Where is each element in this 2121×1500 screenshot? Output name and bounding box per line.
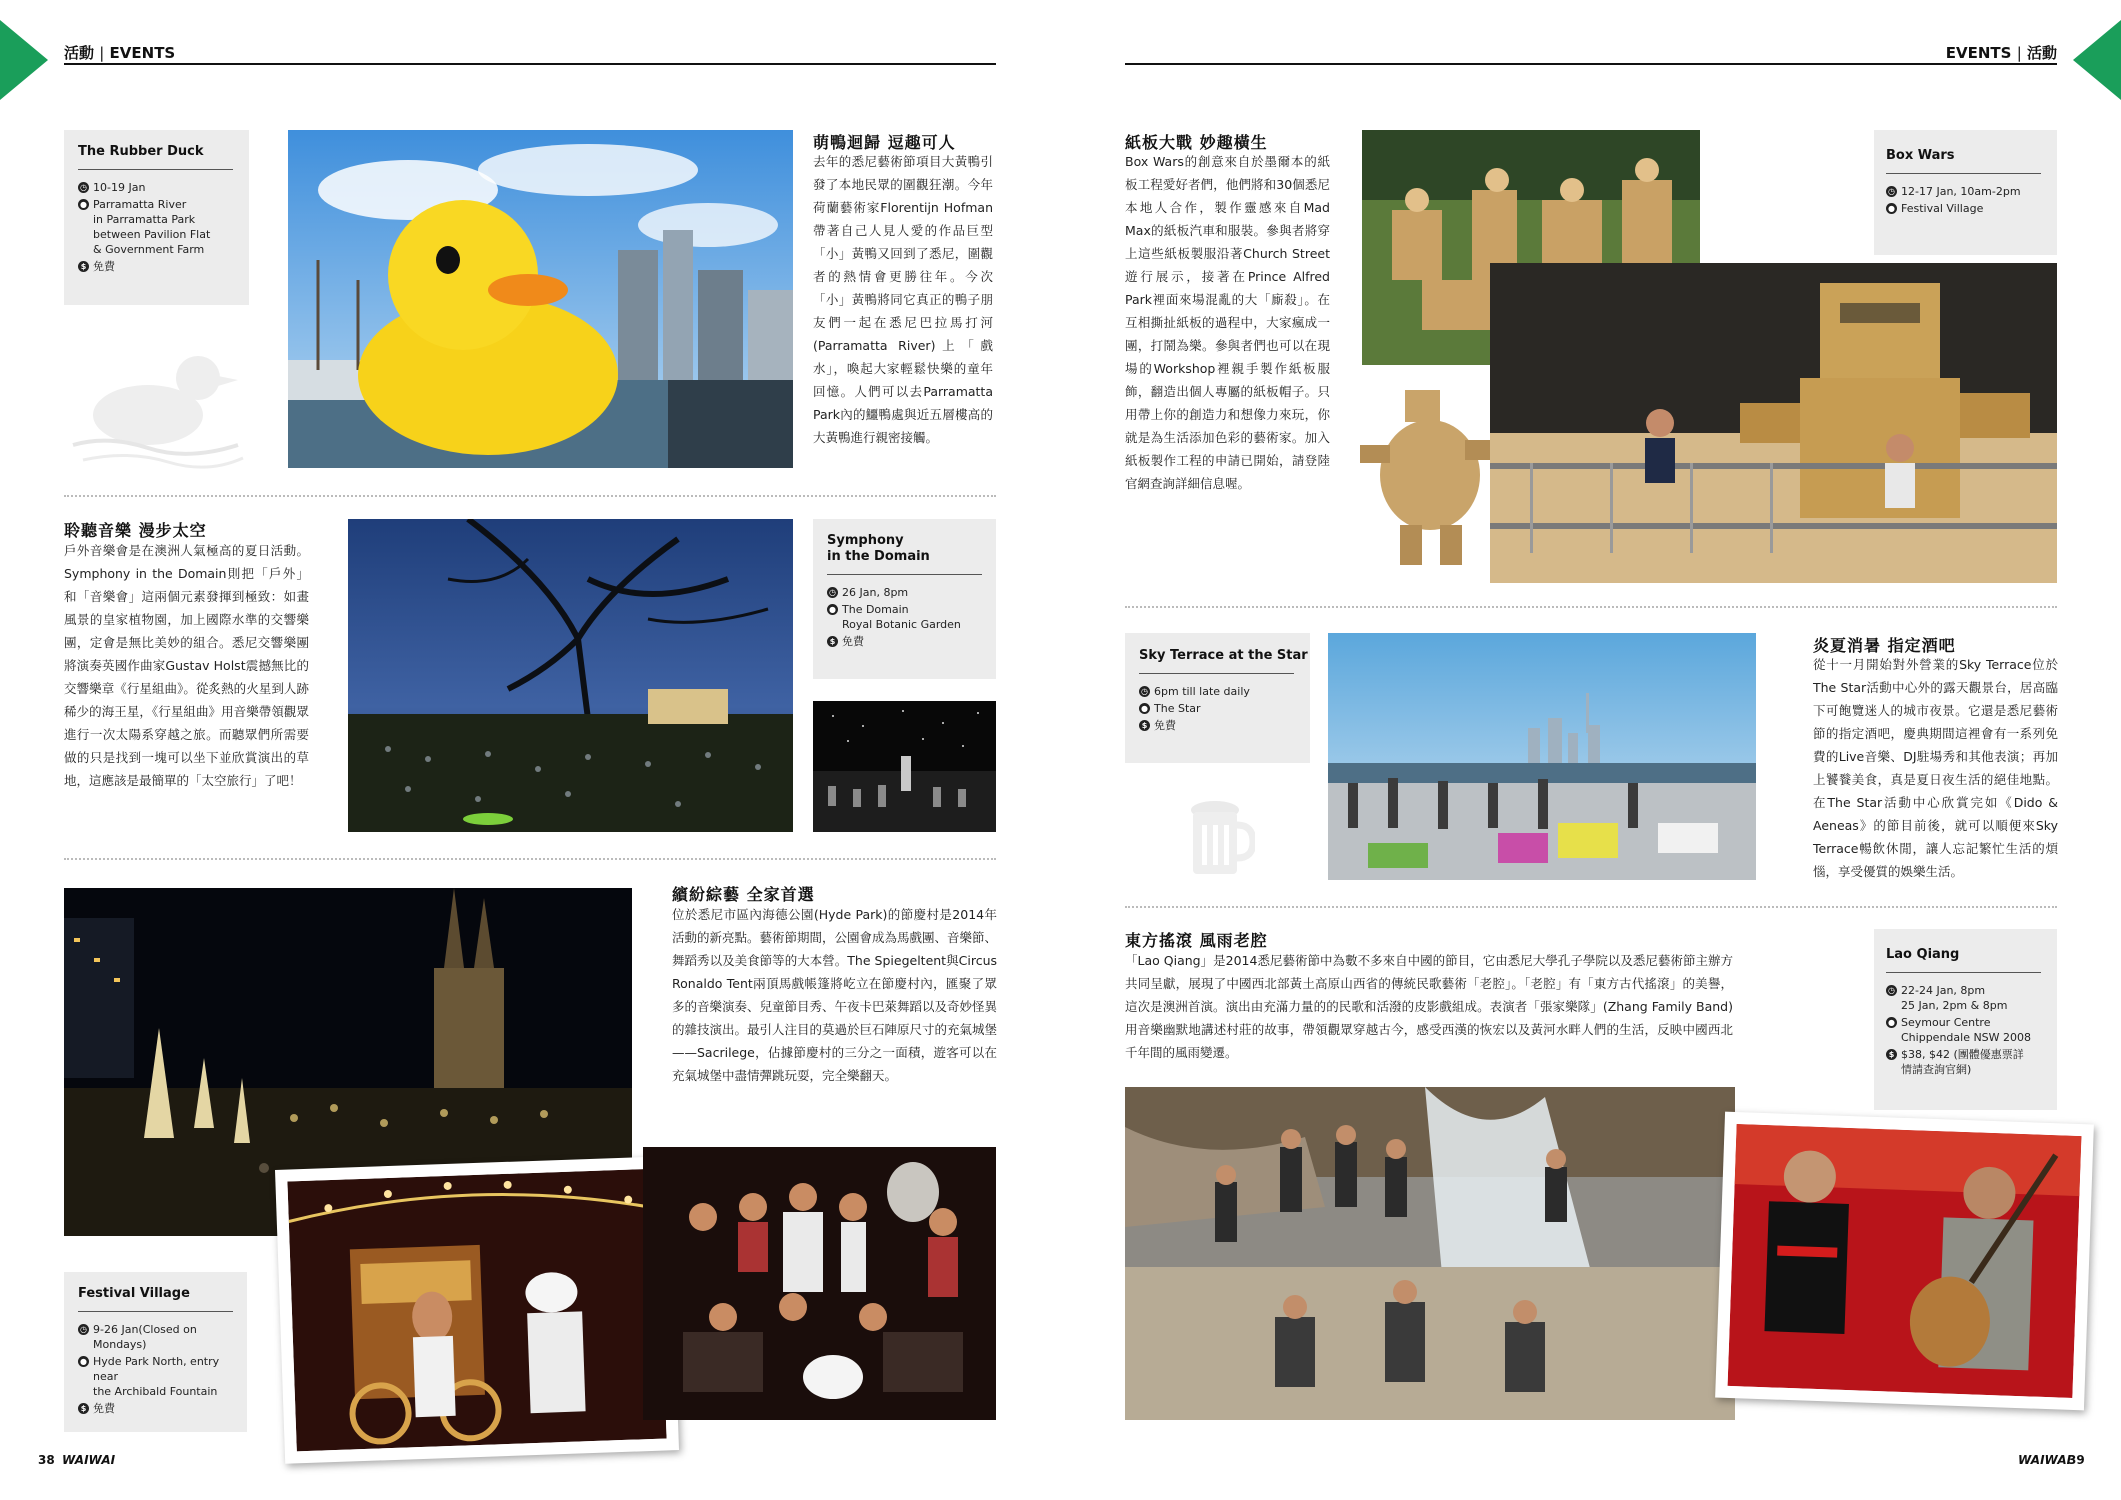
circus-tent-photo (287, 1169, 666, 1452)
location-pin-icon: ● (78, 199, 89, 210)
skyterrace-title: 炎夏消暑 指定酒吧 (1813, 636, 1956, 655)
sky-terrace-photo (1328, 633, 1756, 880)
info-box-title: Festival Village (78, 1286, 190, 1301)
event-venue: Festival Village (1901, 202, 1984, 215)
symphony-info-box (813, 519, 996, 679)
dollar-icon: $ (78, 261, 89, 272)
lao-qiang-performers-photo (1728, 1124, 2082, 1398)
village-body: 位於悉尼市區內海德公園(Hyde Park)的節慶村是2014年活動的新亮點。藝術節期間，公園會成為馬戲團、音樂節、舞蹈秀以及美食節等的大本營。The Spiegeltent與Circus Ronaldo Tent兩頂馬戲帳篷將屹立在節慶村內，匯聚了眾多的音樂演奏、兒童節目秀、午夜卡巴萊舞蹈以及奇妙怪異的雜技演出。最引人注目的莫過於巨石陣原尺寸的充氣城堡——Sacrilege，佔據節慶村的三分之一面積，遊客可以在充氣城堡中盡情彈跳玩耍，完全樂翻天。 (672, 907, 998, 1083)
event-date: 9-26 Jan(Closed on Mondays) (93, 1323, 197, 1351)
event-date: 6pm till late daily (1154, 685, 1250, 698)
header-left-zh: 活動 (64, 44, 95, 62)
skyterrace-info-box (1125, 633, 1310, 763)
location-pin-icon: ● (827, 604, 838, 615)
laoqiang-body: 「Lao Qiang」是2014悉尼藝術節中為數不多來自中國的節目，它由悉尼大學孔子學院以及悉尼藝術節主辦方共同呈獻，展現了中國西北部黃土高原山西省的傳統民歌藝術「老腔」。「老腔」有「東方古代搖滾」的美譽，這次是澳洲首演。演出由充滿力量的的民歌和活潑的皮影戲組成。表演者「張家樂隊」(Zhang Family Band)用音樂幽默地講述村莊的故事，帶領觀眾穿越古今，感受西漢的恢宏以及黃河水畔人們的生活，反映中國西北千年間的風雨變遷。 (1125, 953, 1733, 1060)
orchestra-photo (813, 701, 996, 832)
divider (1125, 906, 2057, 908)
right-corner-triangle (2073, 20, 2121, 100)
divider (1125, 606, 2057, 608)
cardboard-robot-cutout (1355, 385, 1495, 575)
laoqiang-title: 東方搖滾 風雨老腔 (1125, 931, 1268, 950)
header-separator: | (99, 44, 105, 62)
left-header-rule (64, 63, 996, 65)
event-venue: Parramatta River in Parramatta Park between Pavilion Flat & Government Farm (93, 198, 211, 256)
rubber-duck-info-box (64, 130, 249, 305)
laoqiang-info-box (1874, 929, 2057, 1110)
duck-outline-icon (68, 340, 248, 470)
right-section-header (1946, 42, 2057, 63)
dollar-icon: $ (1139, 720, 1150, 731)
event-price: 免費 (93, 1402, 115, 1415)
lao-qiang-river-photo (1125, 1087, 1735, 1420)
location-pin-icon: ● (1886, 203, 1897, 214)
location-pin-icon: ● (78, 1356, 89, 1367)
event-date: 22-24 Jan, 8pm 25 Jan, 2pm & 8pm (1901, 984, 2008, 1012)
event-price: 免費 (93, 260, 115, 273)
info-box-title: Lao Qiang (1886, 947, 1960, 962)
boxwars-info-box (1874, 130, 2057, 255)
event-venue: Hyde Park North, entry near the Archibald Fountain (93, 1355, 220, 1398)
header-right-zh: 活動 (2026, 44, 2057, 62)
info-box-rule (827, 574, 982, 575)
info-box-rule (78, 1311, 233, 1312)
clock-icon: ◷ (827, 587, 838, 598)
event-venue: The Domain Royal Botanic Garden (842, 603, 961, 631)
boxwars-title: 紙板大戰 妙趣橫生 (1125, 133, 1268, 152)
clock-icon: ◷ (78, 182, 89, 193)
symphony-park-photo (348, 519, 793, 832)
event-date: 10-19 Jan (93, 181, 146, 194)
info-box-rule (1886, 972, 2041, 973)
dollar-icon: $ (1886, 1049, 1897, 1060)
symphony-body: 戶外音樂會是在澳洲人氣極高的夏日活動。Symphony in the Domain則把「戶外」和「音樂會」這兩個元素發揮到極致：如畫風景的皇家植物園，加上國際水準的交響樂團，定會是無比美妙的組合。悉尼交響樂團將演奏英國作曲家Gustav Holst震撼無比的交響樂章《行星組曲》。從炙熱的火星到人跡稀少的海王星，《行星組曲》用音樂帶領觀眾進行一次太陽系穿越之旅。而聽眾們所需要做的只是找到一塊可以坐下並欣賞演出的草地，這應該是最簡單的「太空旅行」了吧！ (64, 543, 309, 788)
event-venue: The Star (1154, 702, 1201, 715)
duck-body: 去年的悉尼藝術節項目大黃鴨引發了本地民眾的圍觀狂潮。今年荷蘭藝術家Florentijn Hofman帶著自己人見人愛的作品巨型「小」黃鴨又回到了悉尼，圍觀者的熱情會更勝往年。今次「小」黃鴨將同它真正的鴨子朋友們一起在悉尼巴拉馬打河(Parramatta River)上「戲水」，喚起大家輕鬆快樂的童年回憶。人們可以去Parramatta Park內的鱷鴨處與近五層樓高的大黃鴨進行親密接觸。 (813, 154, 993, 445)
skyterrace-body: 從十一月開始對外營業的Sky Terrace位於The Star活動中心外的露天觀景台，居高臨下可飽覽迷人的城市夜景。它還是悉尼藝術節的指定酒吧，慶典期間這裡會有一系列免費的Live音樂、DJ駐場秀和其他表演；再加上饕餮美食，真是夏日夜生活的絕佳地點。在The Star活動中心欣賞完如《Dido & Aeneas》的節目前後，就可以順便來Sky Terrace暢飲休閒，讓人忘記繁忙生活的煩惱，享受優質的娛樂生活。 (1813, 657, 2058, 879)
beer-mug-icon (1185, 800, 1255, 880)
event-venue: Seymour Centre Chippendale NSW 2008 (1901, 1016, 2032, 1044)
info-box-title: The Rubber Duck (78, 144, 204, 159)
header-right-en: EVENTS (1945, 44, 2012, 62)
brand-logo-left: WAIWAI (62, 1453, 116, 1467)
dollar-icon: $ (78, 1403, 89, 1414)
duck-title: 萌鴨迴歸 逗趣可人 (813, 133, 956, 152)
village-title: 繽紛綜藝 全家首選 (672, 885, 815, 904)
header-separator-right: | (2016, 44, 2022, 62)
boxwars-body: Box Wars的創意來自於墨爾本的紙板工程愛好者們，他們將和30個悉尼本地人合作，製作靈感來自Mad Max的紙板汽車和服裝。參與者將穿上這些紙板製服沿著Church Street遊行展示，接著在Prince Alfred Park裡面來場混亂的大「廝殺」。在互相撕扯紙板的過程中，大家瘋成一團，打鬧為樂。參與者們也可以在現場的Workshop裡親手製作紙板服飾，翻造出個人專屬的紙板帽子。只用帶上你的創造力和想像力來玩，你就是為生活添加色彩的藝術家。加入紙板製作工程的申請已開始，請登陸官網查詢詳細信息喔。 (1125, 154, 1330, 491)
event-price: 免費 (842, 635, 864, 648)
event-date: 12-17 Jan, 10am-2pm (1901, 185, 2021, 198)
location-pin-icon: ● (1886, 1017, 1897, 1028)
festival-village-info-box (64, 1272, 247, 1432)
location-pin-icon: ● (1139, 703, 1150, 714)
cardboard-giant-robot-photo (1490, 263, 2057, 583)
left-section-header (64, 42, 175, 63)
header-left-en: EVENTS (109, 44, 176, 62)
divider (64, 858, 996, 860)
clock-icon: ◷ (1886, 985, 1897, 996)
clock-icon: ◷ (78, 1324, 89, 1335)
lao-qiang-performers-frame (1715, 1112, 2094, 1411)
right-header-rule (1125, 63, 2057, 65)
event-price: 免費 (1154, 719, 1176, 732)
info-box-title: Symphony in the Domain (827, 533, 930, 564)
brand-logo-right: WAIWAI (2018, 1453, 2072, 1467)
info-box-title: Sky Terrace at the Star (1139, 648, 1308, 663)
event-date: 26 Jan, 8pm (842, 586, 909, 599)
info-box-rule (78, 169, 233, 170)
left-corner-triangle (0, 20, 48, 100)
info-box-rule (1139, 673, 1294, 674)
dollar-icon: $ (827, 636, 838, 647)
divider (64, 495, 996, 497)
circus-tent-photo-frame (275, 1156, 679, 1464)
info-box-rule (1886, 173, 2041, 174)
page-number-right: 39 (2068, 1453, 2085, 1467)
info-box-title: Box Wars (1886, 148, 1955, 163)
page-number-left: 38 (38, 1453, 55, 1467)
symphony-title: 聆聽音樂 漫步太空 (64, 521, 207, 540)
event-price: $38, $42 (團體優惠票詳 情請查詢官網) (1901, 1048, 2024, 1076)
circus-performers-photo (643, 1147, 996, 1420)
clock-icon: ◷ (1139, 686, 1150, 697)
rubber-duck-photo (288, 130, 793, 468)
clock-icon: ◷ (1886, 186, 1897, 197)
